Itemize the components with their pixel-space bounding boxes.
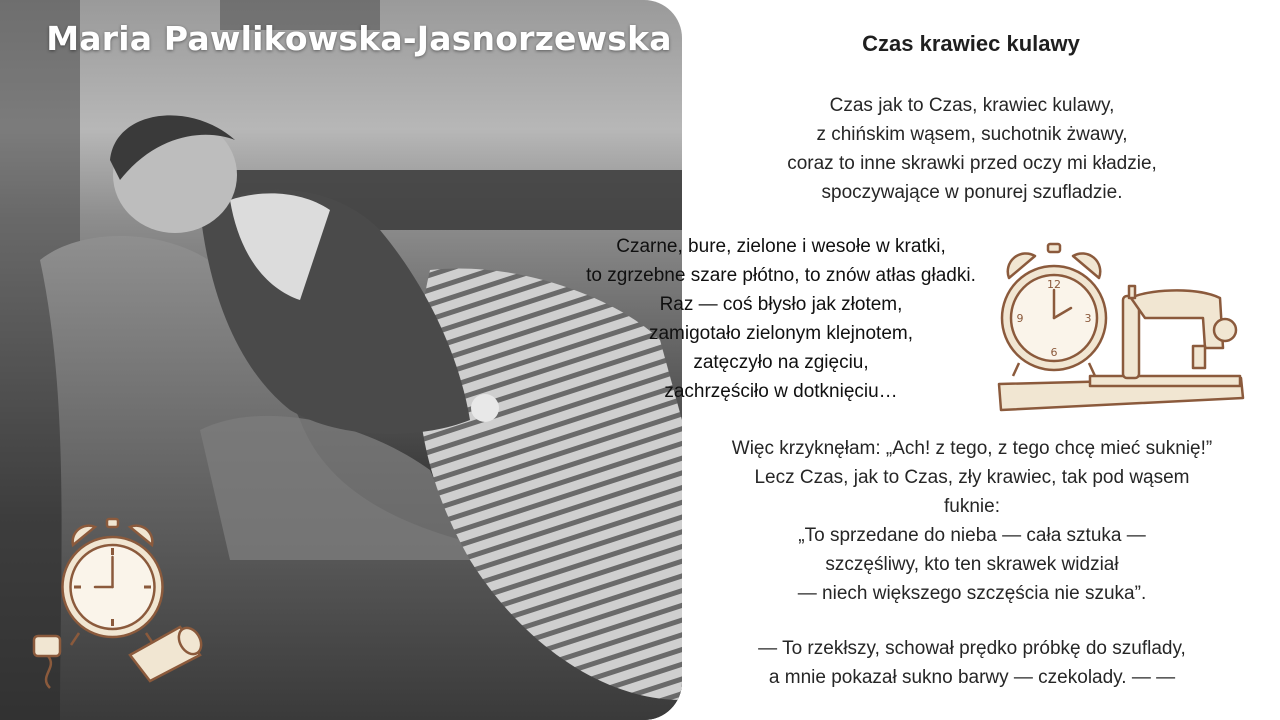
poem-line: „To sprzedane do nieba — cała sztuka — (798, 525, 1146, 546)
svg-text:6: 6 (1050, 346, 1058, 359)
poem-line: a mnie pokazał sukno barwy — czekolady. — — (768, 667, 1176, 688)
stanza-4 (720, 634, 1224, 692)
poem-line: Czas jak to Czas, krawiec kulawy, (829, 95, 1115, 116)
poem-line: zachrzęściło w dotknięciu… (664, 381, 898, 402)
stanza-1 (740, 91, 1204, 207)
poem-line: — To rzekłszy, schował prędko próbkę do szuflady, (758, 638, 1186, 659)
poem-line: Więc krzyknęłam: „Ach! z tego, z tego chcę mieć suknię!” (731, 438, 1213, 459)
poem-line: zamigotało zielonym klejnotem, (648, 323, 913, 344)
sewing-machine-icon (995, 238, 1247, 418)
poem-line: spoczywające w ponurej szufladzie. (821, 182, 1123, 203)
fabric-roll-icon (120, 615, 210, 685)
poem-line: — niech większego szczęścia nie szuka”. (797, 583, 1147, 604)
poem-line: Lecz Czas, jak to Czas, zły krawiec, tak pod wąsem (754, 467, 1190, 488)
poem-line: coraz to inne skrawki przed oczy mi kładzie, (787, 153, 1157, 174)
poem-line: zatęczyło na zgięciu, (693, 352, 869, 373)
poem-line: to zgrzebne szare płótno, to znów atłas gładki. (586, 265, 976, 286)
poem-line: Czarne, bure, zielone i wesołe w kratki, (616, 236, 946, 257)
poem-title: Czas krawiec kulawy (862, 31, 1080, 56)
svg-text:12: 12 (1047, 278, 1061, 291)
poem-line: z chińskim wąsem, suchotnik żwawy, (816, 124, 1128, 145)
svg-text:9: 9 (1016, 312, 1024, 325)
author-name: Maria Pawlikowska-Jasnorzewska (46, 19, 672, 58)
poem-line: Raz — coś błysło jak złotem, (659, 294, 903, 315)
svg-text:3: 3 (1084, 312, 1092, 325)
poem-line: szczęśliwy, kto ten skrawek widział (825, 554, 1119, 575)
poem-line: fuknie: (944, 496, 1000, 517)
stanza-2 (552, 232, 1010, 406)
thread-spool-icon (28, 628, 88, 693)
stanza-3 (700, 434, 1244, 608)
